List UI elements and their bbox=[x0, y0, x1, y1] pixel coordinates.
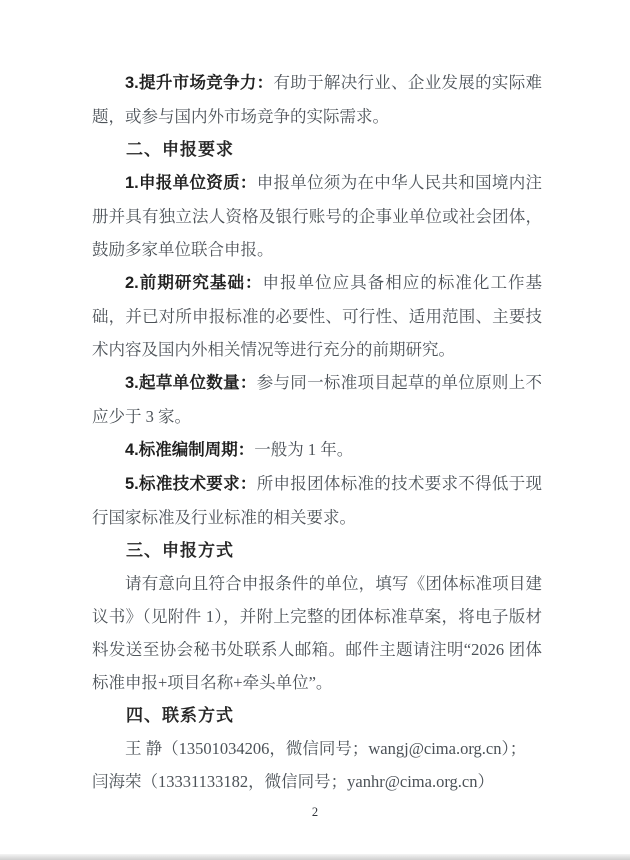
paragraph: 王 静（13501034206，微信同号；wangj@cima.org.cn）； bbox=[125, 739, 527, 758]
paragraph: 4.标准编制周期：一般为 1 年。 bbox=[125, 440, 354, 459]
document-body bbox=[92, 66, 542, 798]
section-heading: 四、联系方式 bbox=[126, 706, 234, 725]
page-bottom-edge bbox=[0, 854, 630, 860]
paragraph: 3.提升市场竞争力：有助于解决行业、企业发展的实际难题，或参与国内外市场竞争的实际需求。 bbox=[92, 73, 543, 126]
run-in-label: 3.起草单位数量： bbox=[125, 374, 257, 392]
run-in-label: 1.申报单位资质： bbox=[125, 174, 257, 192]
run-in-label: 4.标准编制周期： bbox=[125, 441, 255, 459]
paragraph: 3.起草单位数量：参与同一标准项目起草的单位原则上不应少于 3 家。 bbox=[92, 373, 543, 426]
paragraph: 闫海荣（13331133182，微信同号；yanhr@cima.org.cn） bbox=[92, 772, 494, 791]
paragraph: 5.标准技术要求：所申报团体标准的技术要求不得低于现行国家标准及行业标准的相关要求。 bbox=[92, 474, 543, 527]
run-in-label: 5.标准技术要求： bbox=[125, 475, 257, 493]
run-in-label: 3.提升市场竞争力： bbox=[125, 74, 274, 92]
paragraph: 1.申报单位资质：申报单位须为在中华人民共和国境内注册并具有独立法人资格及银行账号的企事业单位或社会团体，鼓励多家单位联合申报。 bbox=[92, 173, 543, 259]
run-in-label: 2.前期研究基础： bbox=[125, 274, 263, 292]
paragraph: 请有意向且符合申报条件的单位，填写《团体标准项目建议书》（见附件 1），并附上完整的团体标准草案，将电子版材料发送至协会秘书处联系人邮箱。邮件主题请注明“2026 团体标准申报+项目名称+牵头单位”。 bbox=[92, 574, 542, 692]
paragraph: 2.前期研究基础：申报单位应具备相应的标准化工作基础，并已对所申报标准的必要性、可行性、适用范围、主要技术内容及国内外相关情况等进行充分的前期研究。 bbox=[92, 273, 543, 359]
page-number: 2 bbox=[311, 805, 319, 819]
section-heading: 二、申报要求 bbox=[126, 140, 234, 159]
section-heading: 三、申报方式 bbox=[126, 541, 234, 560]
